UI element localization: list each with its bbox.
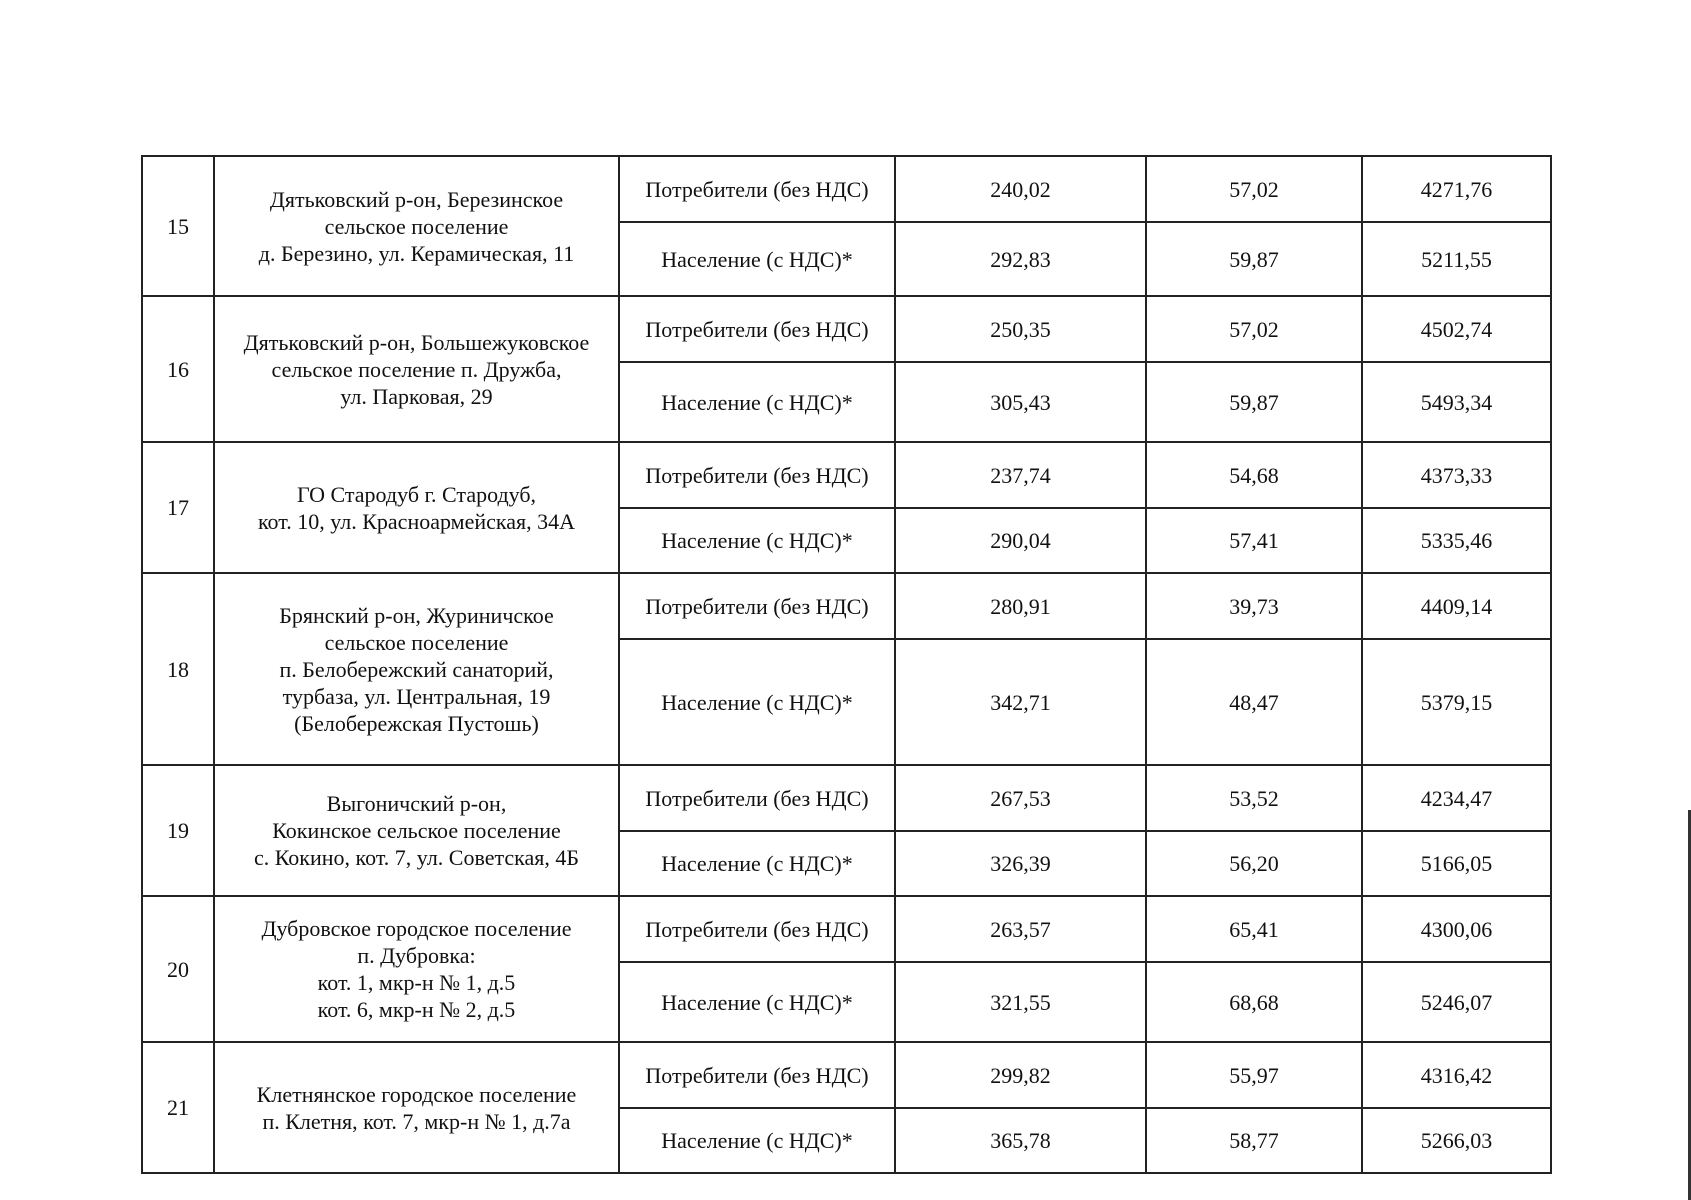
value-cell: 4234,47 (1362, 765, 1551, 831)
address-cell: Брянский р-он, Журиничское сельское поселение п. Белобережский санаторий, турбаза, ул. Центральная, 19 (Белобережская Пустошь) (214, 573, 619, 765)
row-number: 15 (142, 156, 214, 296)
category-cell: Потребители (без НДС) (619, 442, 895, 508)
table-row (142, 896, 1551, 962)
table-row (142, 1042, 1551, 1108)
category-cell: Население (с НДС)* (619, 362, 895, 442)
value-cell: 321,55 (895, 962, 1146, 1042)
value-cell: 68,68 (1146, 962, 1362, 1042)
category-cell: Потребители (без НДС) (619, 573, 895, 639)
address-cell: Дятьковский р-он, Большежуковское сельское поселение п. Дружба, ул. Парковая, 29 (214, 296, 619, 442)
value-cell: 5166,05 (1362, 831, 1551, 896)
category-cell: Потребители (без НДС) (619, 765, 895, 831)
value-cell: 5493,34 (1362, 362, 1551, 442)
category-cell: Потребители (без НДС) (619, 296, 895, 362)
address-cell: Выгоничский р-он, Кокинское сельское поселение с. Кокино, кот. 7, ул. Советская, 4Б (214, 765, 619, 896)
value-cell: 305,43 (895, 362, 1146, 442)
value-cell: 342,71 (895, 639, 1146, 765)
value-cell: 39,73 (1146, 573, 1362, 639)
value-cell: 263,57 (895, 896, 1146, 962)
row-number: 20 (142, 896, 214, 1042)
address-cell: Клетнянское городское поселение п. Клетня, кот. 7, мкр-н № 1, д.7а (214, 1042, 619, 1173)
address-cell: Дятьковский р-он, Березинское сельское поселение д. Березино, ул. Керамическая, 11 (214, 156, 619, 296)
category-cell: Потребители (без НДС) (619, 896, 895, 962)
value-cell: 56,20 (1146, 831, 1362, 896)
row-number: 16 (142, 296, 214, 442)
category-cell: Потребители (без НДС) (619, 156, 895, 222)
value-cell: 5379,15 (1362, 639, 1551, 765)
category-cell: Население (с НДС)* (619, 831, 895, 896)
row-number: 17 (142, 442, 214, 573)
value-cell: 4409,14 (1362, 573, 1551, 639)
category-cell: Население (с НДС)* (619, 508, 895, 573)
value-cell: 5266,03 (1362, 1108, 1551, 1173)
value-cell: 57,02 (1146, 156, 1362, 222)
category-cell: Потребители (без НДС) (619, 1042, 895, 1108)
category-cell: Население (с НДС)* (619, 1108, 895, 1173)
category-cell: Население (с НДС)* (619, 639, 895, 765)
value-cell: 4373,33 (1362, 442, 1551, 508)
value-cell: 326,39 (895, 831, 1146, 896)
value-cell: 4271,76 (1362, 156, 1551, 222)
value-cell: 57,41 (1146, 508, 1362, 573)
value-cell: 4300,06 (1362, 896, 1551, 962)
value-cell: 250,35 (895, 296, 1146, 362)
value-cell: 292,83 (895, 222, 1146, 296)
value-cell: 280,91 (895, 573, 1146, 639)
table-row (142, 442, 1551, 508)
value-cell: 5335,46 (1362, 508, 1551, 573)
value-cell: 267,53 (895, 765, 1146, 831)
tariff-table-body (142, 156, 1551, 1173)
value-cell: 59,87 (1146, 362, 1362, 442)
address-cell: Дубровское городское поселение п. Дубровка: кот. 1, мкр-н № 1, д.5 кот. 6, мкр-н № 2, д.5 (214, 896, 619, 1042)
value-cell: 58,77 (1146, 1108, 1362, 1173)
value-cell: 55,97 (1146, 1042, 1362, 1108)
value-cell: 5211,55 (1362, 222, 1551, 296)
value-cell: 57,02 (1146, 296, 1362, 362)
table-row (142, 296, 1551, 362)
value-cell: 240,02 (895, 156, 1146, 222)
value-cell: 54,68 (1146, 442, 1362, 508)
value-cell: 5246,07 (1362, 962, 1551, 1042)
table-row (142, 573, 1551, 639)
table-row (142, 765, 1551, 831)
tariff-table (141, 155, 1552, 1174)
category-cell: Население (с НДС)* (619, 222, 895, 296)
value-cell: 290,04 (895, 508, 1146, 573)
value-cell: 299,82 (895, 1042, 1146, 1108)
table-row (142, 156, 1551, 222)
value-cell: 53,52 (1146, 765, 1362, 831)
value-cell: 59,87 (1146, 222, 1362, 296)
value-cell: 65,41 (1146, 896, 1362, 962)
value-cell: 237,74 (895, 442, 1146, 508)
value-cell: 4502,74 (1362, 296, 1551, 362)
row-number: 21 (142, 1042, 214, 1173)
row-number: 19 (142, 765, 214, 896)
address-cell: ГО Стародуб г. Стародуб, кот. 10, ул. Красноармейская, 34А (214, 442, 619, 573)
value-cell: 365,78 (895, 1108, 1146, 1173)
value-cell: 4316,42 (1362, 1042, 1551, 1108)
category-cell: Население (с НДС)* (619, 962, 895, 1042)
value-cell: 48,47 (1146, 639, 1362, 765)
row-number: 18 (142, 573, 214, 765)
